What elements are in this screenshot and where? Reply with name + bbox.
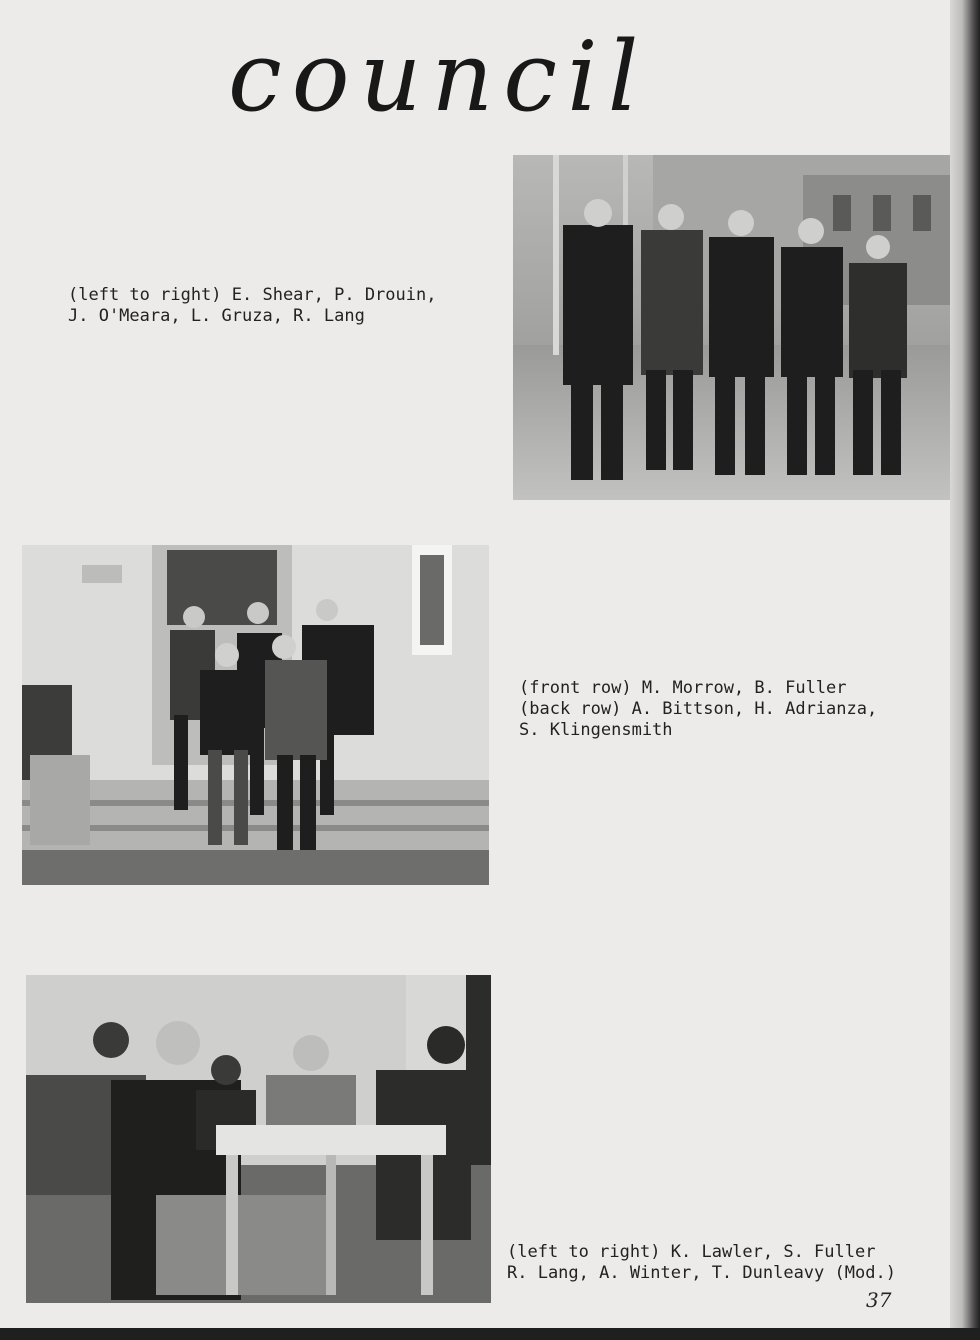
caption-2-line-3: S. Klingensmith xyxy=(519,720,673,740)
caption-1-names-a: E. Shear, P. Drouin, xyxy=(221,285,437,305)
caption-1-line-1 xyxy=(68,285,436,306)
caption-3-line-2: R. Lang, A. Winter, T. Dunleavy (Mod.) xyxy=(507,1263,896,1283)
caption-1-line-2: J. O'Meara, L. Gruza, R. Lang xyxy=(68,306,365,326)
photo-caption-3 xyxy=(507,1242,896,1284)
caption-2-line-2: (back row) A. Bittson, H. Adrianza, xyxy=(519,699,878,719)
caption-3-lead: (left to right) xyxy=(507,1242,661,1262)
caption-3-names-a: K. Lawler, S. Fuller xyxy=(660,1242,876,1262)
photo-1-image xyxy=(513,155,950,500)
caption-3-line-1 xyxy=(507,1242,896,1263)
photo-council-at-table xyxy=(26,975,491,1303)
photo-caption-2 xyxy=(519,678,877,741)
caption-1-lead: (left to right) xyxy=(68,285,222,305)
photo-2-image xyxy=(22,545,489,885)
photo-3-image xyxy=(26,975,491,1303)
page-number: 37 xyxy=(866,1288,892,1312)
book-binding-edge xyxy=(950,0,980,1340)
caption-2-line-1: (front row) M. Morrow, B. Fuller xyxy=(519,678,847,698)
scan-bottom-edge xyxy=(0,1328,980,1340)
page-title: council xyxy=(228,21,649,133)
photo-five-students-on-steps xyxy=(22,545,489,885)
photo-five-students-outdoors xyxy=(513,155,950,500)
photo-caption-1 xyxy=(68,285,436,327)
